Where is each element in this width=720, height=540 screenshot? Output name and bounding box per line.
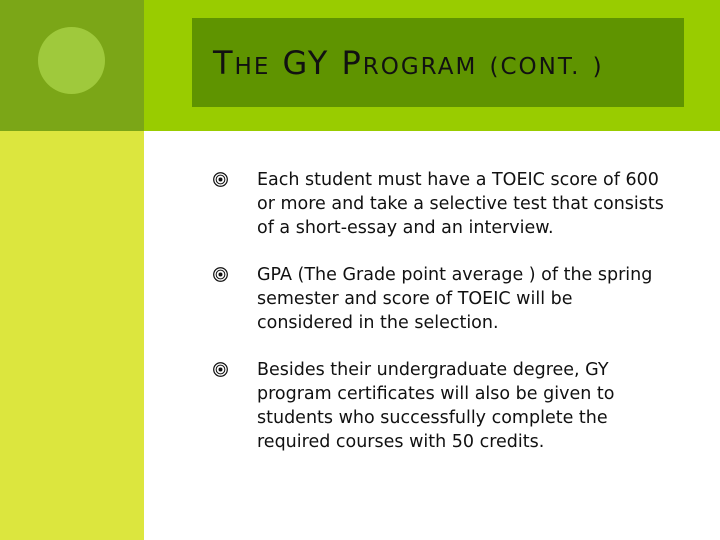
title-box bbox=[192, 18, 684, 107]
bullet-text: Besides their undergraduate degree, GY program certificates will also be given to students who successfully complete the required courses with 50 credits. bbox=[257, 360, 615, 452]
bullet-item bbox=[212, 358, 672, 454]
bullet-list bbox=[212, 168, 672, 477]
bullet-text: GPA (The Grade point average ) of the spring semester and score of TOEIC will be considered in the selection. bbox=[257, 265, 653, 333]
bullet-item bbox=[212, 263, 672, 335]
slide-title: THE GY PROGRAM (CONT. ) bbox=[213, 43, 604, 82]
circled-dot-bullet-icon bbox=[212, 361, 229, 378]
left-accent-strip bbox=[0, 131, 144, 540]
decorative-circle bbox=[38, 27, 105, 94]
circled-dot-bullet-icon bbox=[212, 171, 229, 188]
bullet-item bbox=[212, 168, 672, 240]
circled-dot-bullet-icon bbox=[212, 266, 229, 283]
bullet-text: Each student must have a TOEIC score of 600 or more and take a selective test that consists of a short-essay and an interview. bbox=[257, 170, 664, 238]
